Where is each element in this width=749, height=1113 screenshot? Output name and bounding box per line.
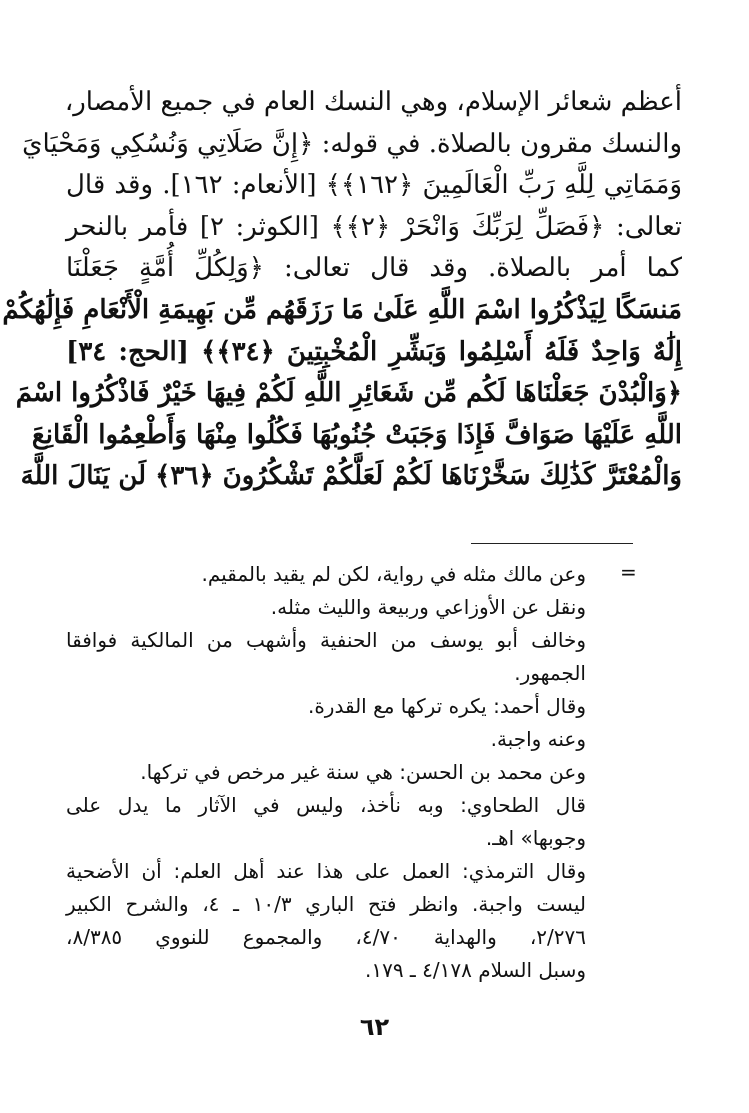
main-text-line: والنسك مقرون بالصلاة. في قوله: ﴿إِنَّ صَلَاتِي وَنُسُكِي وَمَحْيَايَ (22, 128, 682, 159)
main-text-line: كما أمر بالصلاة. وقد قال تعالى: ﴿وَلِكُلِّ أُمَّةٍ جَعَلْنَا (66, 253, 682, 284)
page-number: ٦٢ (359, 1013, 390, 1041)
footnote-line: وجوبها» اهـ. (485, 826, 586, 850)
quran-verse-line: مَنسَكًا لِيَذْكُرُوا اسْمَ اللَّهِ عَلَىٰ مَا رَزَقَهُم مِّن بَهِيمَةِ الْأَنْعَامِ فَإِلَٰهُكُمْ (2, 294, 682, 325)
main-text (2, 82, 683, 498)
footnote-line: وعنه واجبة. (490, 727, 586, 751)
footnote-line: وخالف أبو يوسف من الحنفية وأشهب من المالكية فوافقا (66, 628, 586, 652)
quran-verse-line: اللَّهِ عَلَيْهَا صَوَافَّ فَإِذَا وَجَبَتْ جُنُوبُهَا فَكُلُوا مِنْهَا وَأَطْعِمُوا الْقَانِعَ (31, 419, 682, 450)
footnote-line: قال الطحاوي: وبه نأخذ، وليس في الآثار ما يدل على (66, 793, 586, 817)
quran-verse-line: إِلَٰهٌ وَاحِدٌ فَلَهُ أَسْلِمُوا وَبَشِّرِ الْمُخْبِتِينَ ﴿٣٤﴾﴾ [الحج: ٣٤] (66, 336, 683, 367)
footnote-line: وسبل السلام ٤/١٧٨ ـ ١٧٩. (364, 958, 586, 982)
footnote-line: ونقل عن الأوزاعي وربيعة والليث مثله. (270, 595, 586, 619)
main-text-line: وَمَمَاتِي لِلَّهِ رَبِّ الْعَالَمِينَ ﴿١٦٢﴾﴾ [الأنعام: ١٦٢]. وقد قال (66, 170, 683, 201)
quran-verse-line: وَالْمُعْتَرَّ كَذَٰلِكَ سَخَّرْنَاهَا لَكُمْ لَعَلَّكُمْ تَشْكُرُونَ ﴿٣٦﴾ لَن يَنَالَ اللَّهَ (20, 461, 682, 492)
footnote-divider (471, 543, 633, 544)
footnote-line: ٢/٢٧٦، والهداية ٤/٧٠، والمجموع للنووي ٨/٣٨٥، (66, 925, 587, 949)
quran-verse-line: ﴿وَالْبُدْنَ جَعَلْنَاهَا لَكُم مِّن شَعَائِرِ اللَّهِ لَكُمْ فِيهَا خَيْرٌ فَاذْكُرُوا اسْمَ (15, 378, 682, 409)
main-text-line: تعالى: ﴿فَصَلِّ لِرَبِّكَ وَانْحَرْ ﴿٢﴾﴾ [الكوثر: ٢] فأمر بالنحر (66, 211, 682, 242)
footnote-line: وعن محمد بن الحسن: هي سنة غير مرخص في تركها. (140, 760, 586, 784)
main-text-line: أعظم شعائر الإسلام، وهي النسك العام في جميع الأمصار، (64, 87, 682, 117)
footnote-line: وقال أحمد: يكره تركها مع القدرة. (307, 694, 586, 718)
footnotes (66, 558, 586, 987)
footnote-line: ليست واجبة. وانظر فتح الباري ١٠/٣ ـ ٤، والشرح الكبير (66, 892, 586, 916)
footnote-continuation-marker: = (620, 560, 637, 584)
footnote-line: وقال الترمذي: العمل على هذا عند أهل العلم: أن الأضحية (66, 859, 586, 883)
footnote-line: وعن مالك مثله في رواية، لكن لم يقيد بالمقيم. (201, 562, 586, 586)
footnote-line: الجمهور. (514, 661, 586, 685)
